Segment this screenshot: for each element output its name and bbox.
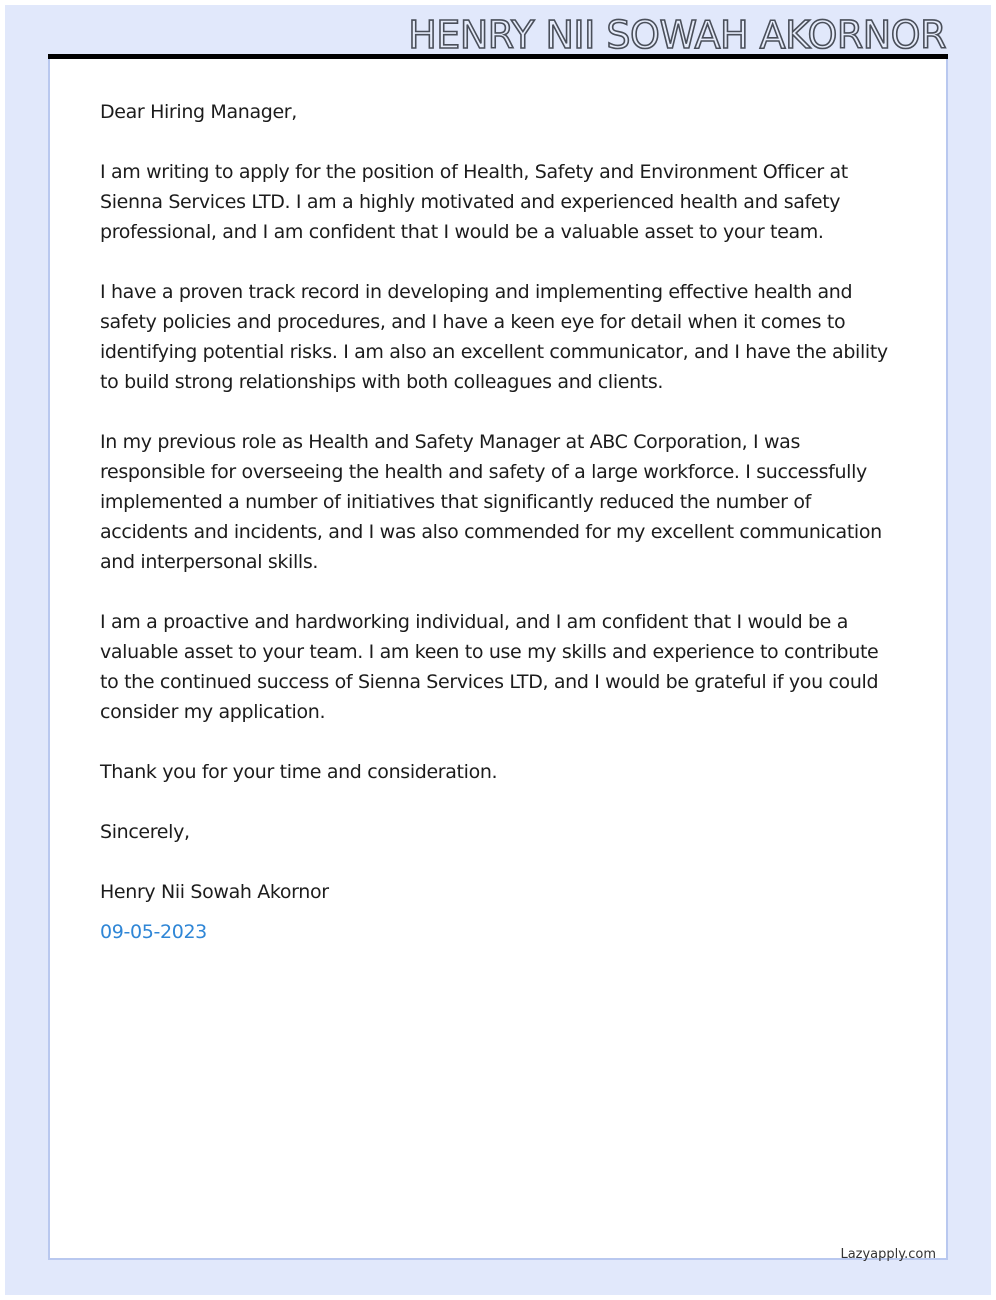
- closing-line: Sincerely,: [100, 821, 190, 843]
- paragraph-closing-pitch: I am a proactive and hardworking individual, and I am confident that I would be a valuable asset to your team. I am keen to use my skills and experience to contribute to the continued success of Sienna Services LTD, and I would be grateful if you could consider my application.: [100, 611, 879, 723]
- paragraph-intro: I am writing to apply for the position of Health, Safety and Environment Officer at Sienna Services LTD. I am a highly motivated and experienced health and safety professional, and I am confident that I would be a valuable asset to your team.: [100, 161, 848, 243]
- letter-date: 09-05-2023: [100, 921, 207, 943]
- paragraph-track-record: I have a proven track record in developing and implementing effective health and safety policies and procedures, and I have a keen eye for detail when it comes to identifying potential risks. I am also an excellent communicator, and I have the ability to build strong relationships with both colleagues and clients.: [100, 281, 888, 393]
- cover-letter-body: [100, 97, 900, 947]
- watermark: Lazyapply.com: [840, 1247, 936, 1262]
- salutation: Dear Hiring Manager,: [100, 101, 297, 123]
- paragraph-previous-role: In my previous role as Health and Safety Manager at ABC Corporation, I was responsible for overseeing the health and safety of a large workforce. I successfully implemented a number of initiatives that significantly reduced the number of accidents and incidents, and I was also commended for my excellent communication and interpersonal skills.: [100, 431, 882, 573]
- applicant-name-heading: HENRY NII SOWAH AKORNOR: [408, 13, 946, 57]
- thanks-line: Thank you for your time and consideration.: [100, 761, 498, 783]
- signature-name: Henry Nii Sowah Akornor: [100, 881, 329, 903]
